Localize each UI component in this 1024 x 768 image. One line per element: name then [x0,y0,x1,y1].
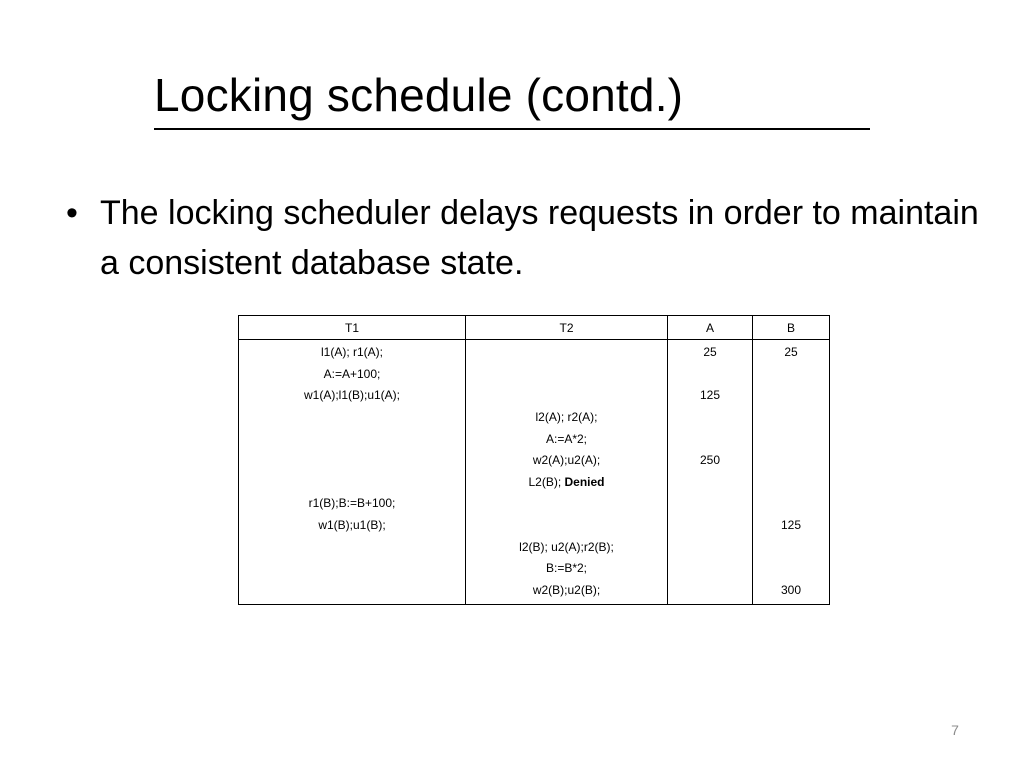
cell-t1: l1(A); r1(A); [239,340,466,364]
header-a: A [668,316,753,340]
cell-t2: w2(A);u2(A); [466,450,668,472]
table-body [239,340,830,605]
table-row [239,450,830,472]
cell-t1 [239,536,466,558]
cell-b [753,450,830,472]
cell-t2: B:=B*2; [466,558,668,580]
page-number: 7 [951,722,959,738]
cell-t1: A:=A+100; [239,364,466,386]
cell-a: 25 [668,340,753,364]
cell-b [753,407,830,429]
cell-t1: w1(B);u1(B); [239,515,466,537]
cell-a [668,428,753,450]
cell-a [668,536,753,558]
cell-t2: A:=A*2; [466,428,668,450]
cell-a [668,407,753,429]
cell-t1 [239,558,466,580]
cell-t2: w2(B);u2(B); [466,580,668,605]
bullet-item [66,188,986,288]
cell-b [753,558,830,580]
table-row [239,428,830,450]
table-row [239,407,830,429]
cell-t2-text: L2(B); [528,474,565,489]
cell-b [753,364,830,386]
cell-a [668,472,753,494]
cell-t2 [466,493,668,515]
cell-b [753,536,830,558]
cell-t1 [239,450,466,472]
cell-t1 [239,428,466,450]
slide-title: Locking schedule (contd.) [154,64,870,130]
cell-a [668,515,753,537]
cell-t2: l2(B); u2(A);r2(B); [466,536,668,558]
table-row [239,493,830,515]
cell-b [753,493,830,515]
cell-a [668,580,753,605]
cell-b: 300 [753,580,830,605]
table-row [239,364,830,386]
cell-a [668,558,753,580]
cell-b [753,385,830,407]
cell-b: 25 [753,340,830,364]
cell-t1 [239,407,466,429]
cell-t2 [466,364,668,386]
cell-b: 125 [753,515,830,537]
cell-t2: l2(A); r2(A); [466,407,668,429]
header-b: B [753,316,830,340]
table-row [239,536,830,558]
table-row [239,580,830,605]
cell-t1 [239,580,466,605]
denied-label: Denied [564,474,605,489]
cell-a [668,364,753,386]
cell-b [753,428,830,450]
cell-t1: w1(A);l1(B);u1(A); [239,385,466,407]
table-row [239,340,830,364]
header-t2: T2 [466,316,668,340]
cell-t2 [466,385,668,407]
cell-a: 250 [668,450,753,472]
locking-schedule-table [238,315,830,605]
cell-t1: r1(B);B:=B+100; [239,493,466,515]
cell-b [753,472,830,494]
table-row [239,385,830,407]
cell-t1 [239,472,466,494]
table-row [239,558,830,580]
cell-a [668,493,753,515]
cell-t2 [466,472,668,494]
cell-t2 [466,340,668,364]
table-row [239,472,830,494]
header-t1: T1 [239,316,466,340]
bullet-marker: • [66,194,78,232]
table-row [239,515,830,537]
cell-t2 [466,515,668,537]
cell-a: 125 [668,385,753,407]
table-header-row [239,316,830,340]
bullet-text: The locking scheduler delays requests in order to maintain a consistent database state. [100,194,979,282]
bullet-list [66,188,986,288]
